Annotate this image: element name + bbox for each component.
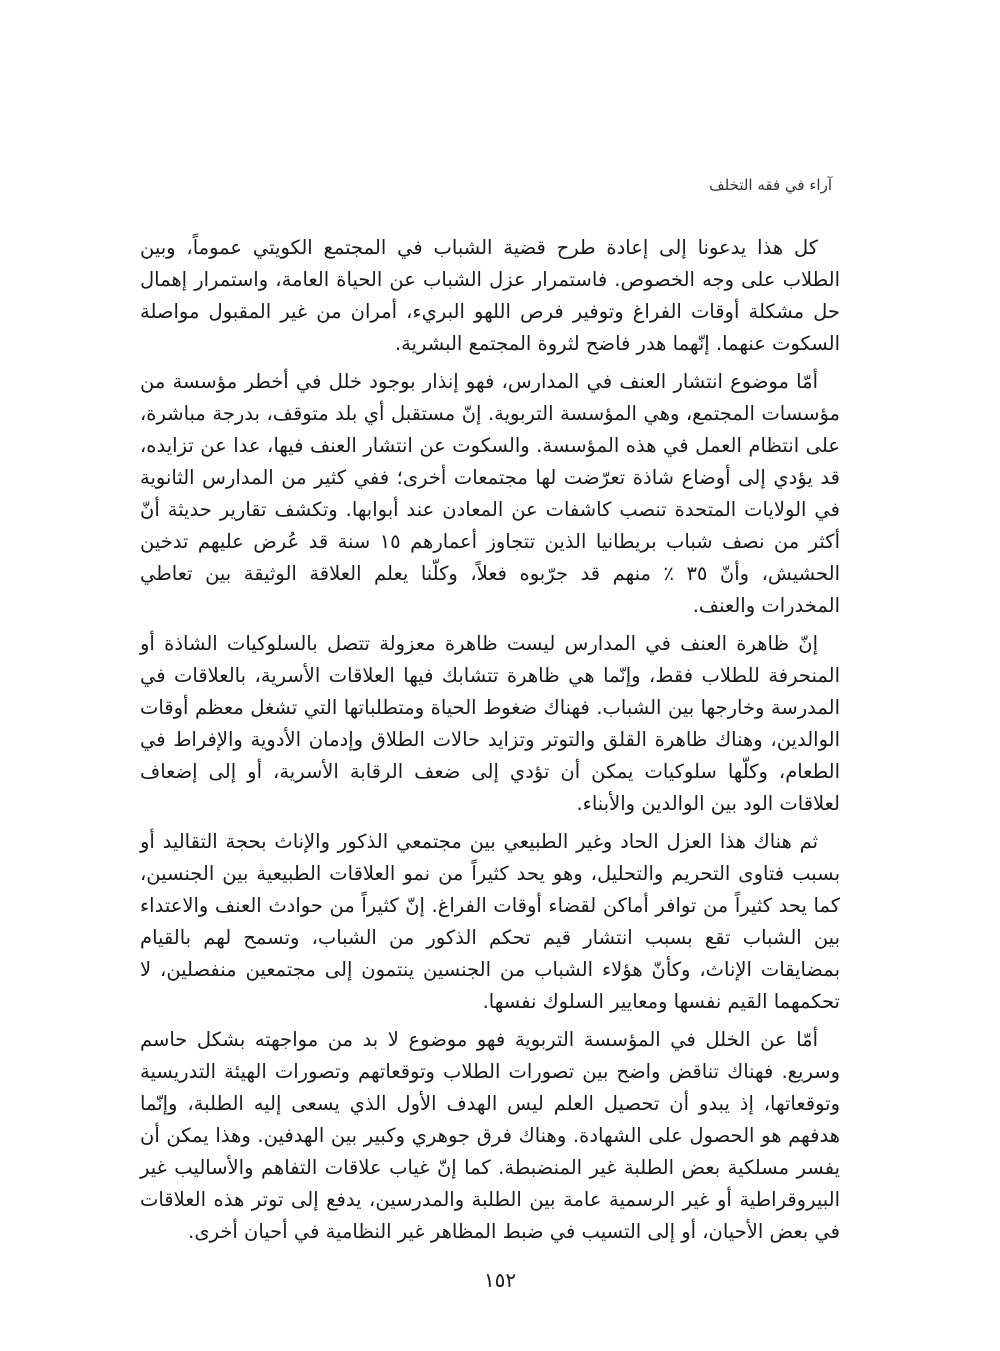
paragraph: إنّ ظاهرة العنف في المدارس ليست ظاهرة معزولة تتصل بالسلوكيات الشاذة أو المنحرفة للطلاب فقط، وإنّما هي ظاهرة تتشابك فيها العلاقات الأسرية، بالعلاقات في المدرسة وخارجها بين الشباب. فهناك ضغوط الحياة ومتطلباتها التي تشغل معظم أوقات الوالدين، وهناك ظاهرة القلق والتوتر وتزايد حالات الطلاق وإدمان الأدوية والإفراط في الطعام، وكلّها سلوكيات يمكن أن تؤدي إلى ضعف الرقابة الأسرية، أو إلى إضعاف لعلاقات الود بين الوالدين والأبناء. bbox=[140, 632, 840, 815]
paragraph: أمّا موضوع انتشار العنف في المدارس، فهو إنذار بوجود خلل في أخطر مؤسسة من مؤسسات المجتمع، وهي المؤسسة التربوية. إنّ مستقبل أي بلد متوقف، بدرجة مباشرة، على انتظام العمل في هذه المؤسسة. والسكوت عن انتشار العنف فيها، عدا عن تزايده، قد يؤدي إلى أوضاع شاذة تعرّضت لها مجتمعات أخرى؛ ففي كثير من المدارس الثانوية في الولايات المتحدة تنصب كاشفات عن المعادن عند أبوابها. وتكشف تقارير حديثة أنّ أكثر من نصف شباب بريطانيا الذين تتجاوز أعمارهم ١٥ سنة قد عُرض عليهم تدخين الحشيش، وأنّ ٣٥ ٪ منهم قد جرّبوه فعلاً، وكلّنا يعلم العلاقة الوثيقة بين تعاطي المخدرات والعنف. bbox=[140, 370, 840, 617]
running-header: آراء في فقه التخلف bbox=[709, 176, 832, 194]
paragraph: أمّا عن الخلل في المؤسسة التربوية فهو موضوع لا بد من مواجهته بشكل حاسم وسريع. فهناك تناقض واضح بين تصورات الطلاب وتوقعاتهم وتصورات الهيئة التدريسية وتوقعاتها، إذ يبدو أن تحصيل العلم ليس الهدف الأول الذي يسعى إليه الطلبة، وإنّما هدفهم هو الحصول على الشهادة. وهناك فرق جوهري وكبير بين الهدفين. وهذا يمكن أن يفسر مسلكية بعض الطلبة غير المنضبطة. كما إنّ غياب علاقات التفاهم والأساليب غير البيروقراطية أو غير الرسمية عامة بين الطلبة والمدرسين، يدفع إلى توتر هذه العلاقات في بعض الأحيان، أو إلى التسيب في ضبط المظاهر غير النظامية في أحيان أخرى. bbox=[140, 1028, 840, 1243]
paragraph: كل هذا يدعونا إلى إعادة طرح قضية الشباب في المجتمع الكويتي عموماً، وبين الطلاب على وجه الخصوص. فاستمرار عزل الشباب عن الحياة العامة، واستمرار إهمال حل مشكلة أوقات الفراغ وتوفير فرص اللهو البريء، أمران من غير المقبول مواصلة السكوت عنهما. إنّهما هدر فاضح لثروة المجتمع البشرية. bbox=[140, 236, 840, 355]
body-text bbox=[140, 232, 840, 1254]
paragraph: ثم هناك هذا العزل الحاد وغير الطبيعي بين مجتمعي الذكور والإناث بحجة التقاليد أو بسبب فتاوى التحريم والتحليل، وهو يحد كثيراً من نمو العلاقات الطبيعية بين الجنسين، كما يحد كثيراً من توافر أماكن لقضاء أوقات الفراغ. إنّ كثيراً من حوادث العنف والاعتداء بين الشباب تقع بسبب انتشار قيم تحكم الذكور من الشباب، وتسمح لهم بالقيام بمضايقات الإناث، وكأنّ هؤلاء الشباب من الجنسين ينتمون إلى مجتمعين منفصلين، لا تحكمهما القيم نفسها ومعايير السلوك نفسها. bbox=[140, 830, 840, 1013]
page-number: ١٥٢ bbox=[483, 1268, 517, 1292]
